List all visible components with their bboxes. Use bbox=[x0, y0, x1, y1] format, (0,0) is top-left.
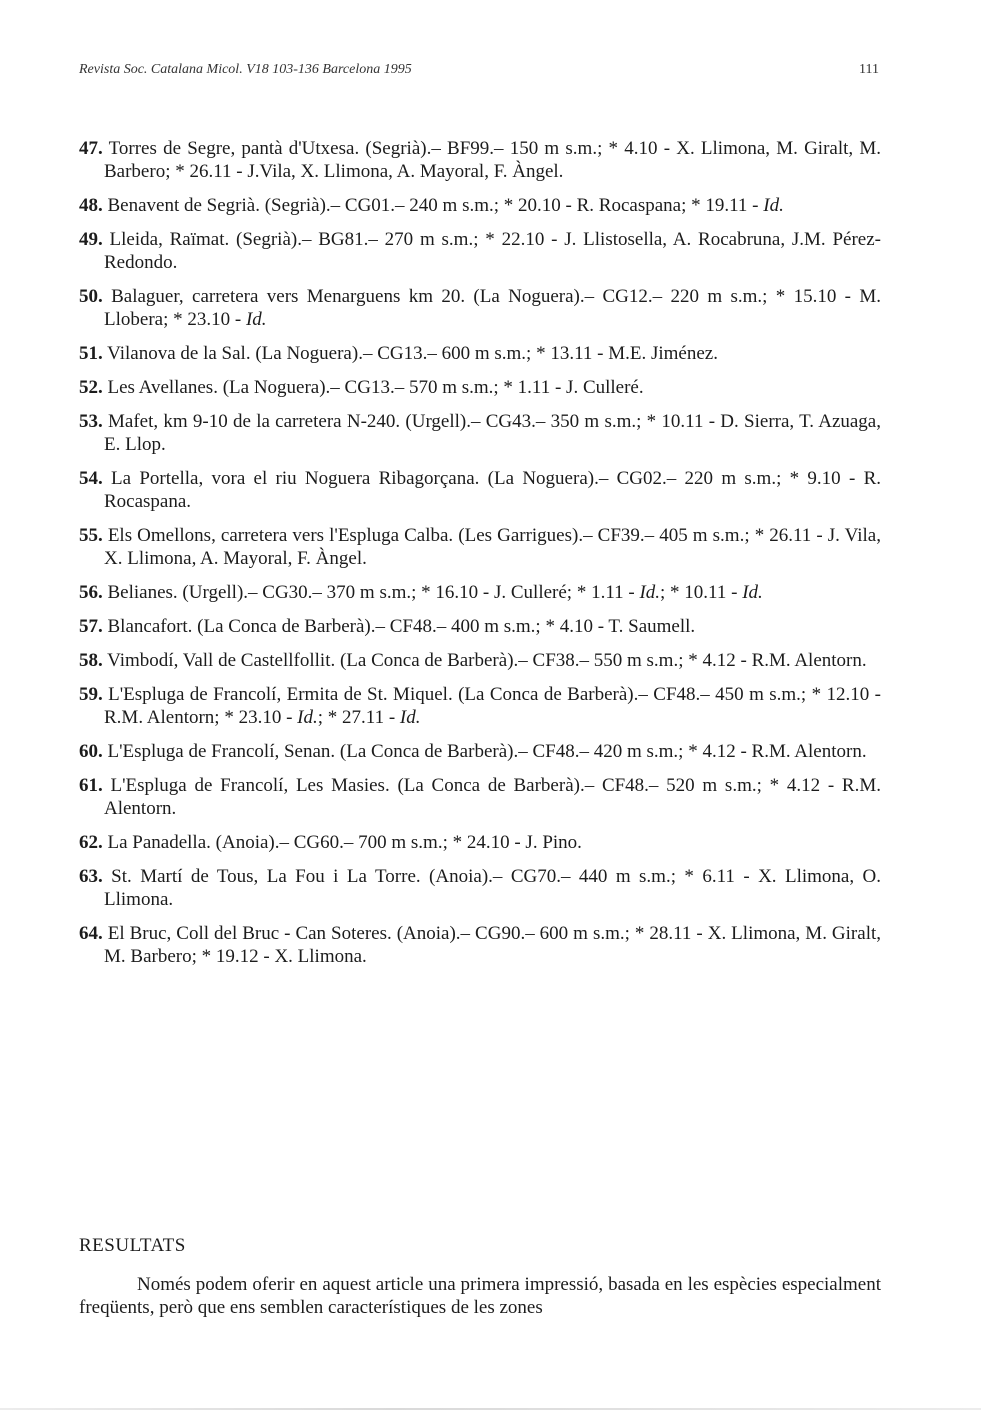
entry-number: 57. bbox=[79, 616, 103, 637]
list-item bbox=[79, 194, 881, 217]
entry-text: Mafet, km 9-10 de la carretera N-240. (Urgell).– CG43.– 350 m s.m.; * 10.11 - D. Sierra, T. Azuaga, E. Llop. bbox=[102, 411, 881, 455]
entry-text: El Bruc, Coll del Bruc - Can Soteres. (Anoia).– CG90.– 600 m s.m.; * 28.11 - X. Llimona, M. Giralt, M. Barbero; * 19.12 - X. Llimona. bbox=[102, 923, 881, 967]
entry-number: 56. bbox=[79, 582, 103, 603]
entry-text: Belianes. (Urgell).– CG30.– 370 m s.m.; * 16.10 - J. Culleré; * 1.11 - Id.; * 10.11 - Id. bbox=[102, 582, 763, 603]
entry-number: 52. bbox=[79, 377, 103, 398]
entry-text: L'Espluga de Francolí, Les Masies. (La Conca de Barberà).– CF48.– 520 m s.m.; * 4.12 - R.M. Alentorn. bbox=[102, 775, 881, 819]
entry-number: 64. bbox=[79, 923, 103, 944]
entry-text: Balaguer, carretera vers Menarguens km 20. (La Noguera).– CG12.– 220 m s.m.; * 15.10 - M. Llobera; * 23.10 - Id. bbox=[102, 286, 881, 330]
list-item bbox=[79, 615, 881, 638]
entry-text: Vimbodí, Vall de Castellfollit. (La Conca de Barberà).– CF38.– 550 m s.m.; * 4.12 - R.M. Alentorn. bbox=[102, 650, 867, 671]
journal-citation: Revista Soc. Catalana Micol. V18 103-136 Barcelona 1995 bbox=[79, 62, 412, 77]
entry-number: 61. bbox=[79, 775, 103, 796]
entry-text: L'Espluga de Francolí, Ermita de St. Miquel. (La Conca de Barberà).– CF48.– 450 m s.m.; * 12.10 - R.M. Alentorn; * 23.10 - Id.; * 27.11 - Id. bbox=[102, 684, 881, 728]
entry-number: 58. bbox=[79, 650, 103, 671]
list-item bbox=[79, 228, 881, 274]
entry-number: 55. bbox=[79, 525, 103, 546]
list-item bbox=[79, 137, 881, 183]
list-item bbox=[79, 467, 881, 513]
entry-text: St. Martí de Tous, La Fou i La Torre. (Anoia).– CG70.– 440 m s.m.; * 6.11 - X. Llimona, O. Llimona. bbox=[102, 866, 881, 910]
entry-text: Benavent de Segrià. (Segrià).– CG01.– 240 m s.m.; * 20.10 - R. Rocaspana; * 19.11 - Id. bbox=[102, 195, 784, 216]
list-item bbox=[79, 922, 881, 968]
entry-number: 50. bbox=[79, 286, 103, 307]
entry-text: Torres de Segre, pantà d'Utxesa. (Segrià).– BF99.– 150 m s.m.; * 4.10 - X. Llimona, M. Giralt, M. Barbero; * 26.11 - J.Vila, X. Llimona, A. Mayoral, F. Àngel. bbox=[102, 138, 881, 182]
list-item bbox=[79, 740, 881, 763]
entry-number: 62. bbox=[79, 832, 103, 853]
list-item bbox=[79, 649, 881, 672]
page-number: 111 bbox=[859, 62, 879, 77]
list-item bbox=[79, 683, 881, 729]
entry-number: 47. bbox=[79, 138, 103, 159]
list-item bbox=[79, 581, 881, 604]
entry-number: 54. bbox=[79, 468, 103, 489]
list-item bbox=[79, 410, 881, 456]
entry-text: Vilanova de la Sal. (La Noguera).– CG13.– 600 m s.m.; * 13.11 - M.E. Jiménez. bbox=[102, 343, 718, 364]
entry-text: La Portella, vora el riu Noguera Ribagorçana. (La Noguera).– CG02.– 220 m s.m.; * 9.10 - R. Rocaspana. bbox=[102, 468, 881, 512]
entry-text: Les Avellanes. (La Noguera).– CG13.– 570 m s.m.; * 1.11 - J. Culleré. bbox=[102, 377, 644, 398]
running-header bbox=[79, 62, 879, 78]
list-item bbox=[79, 774, 881, 820]
entry-text: La Panadella. (Anoia).– CG60.– 700 m s.m.; * 24.10 - J. Pino. bbox=[102, 832, 582, 853]
list-item bbox=[79, 285, 881, 331]
entry-number: 49. bbox=[79, 229, 103, 250]
list-item bbox=[79, 376, 881, 399]
body-paragraph: Només podem oferir en aquest article una primera impressió, basada en les espècies especialment freqüents, però que ens semblen característiques de les zones bbox=[79, 1274, 881, 1318]
entry-number: 48. bbox=[79, 195, 103, 216]
list-item bbox=[79, 865, 881, 911]
list-item bbox=[79, 342, 881, 365]
section-heading: RESULTATS bbox=[79, 1235, 186, 1256]
entry-text: L'Espluga de Francolí, Senan. (La Conca de Barberà).– CF48.– 420 m s.m.; * 4.12 - R.M. Alentorn. bbox=[102, 741, 867, 762]
scan-edge-line bbox=[0, 1408, 981, 1410]
entry-text: Els Omellons, carretera vers l'Espluga Calba. (Les Garrigues).– CF39.– 405 m s.m.; * 26.11 - J. Vila, X. Llimona, A. Mayoral, F. Àngel. bbox=[102, 525, 881, 569]
entry-text: Lleida, Raïmat. (Segrià).– BG81.– 270 m s.m.; * 22.10 - J. Llistosella, A. Rocabruna, J.M. Pérez-Redondo. bbox=[102, 229, 881, 273]
locality-list bbox=[79, 137, 881, 979]
entry-number: 53. bbox=[79, 411, 103, 432]
entry-number: 63. bbox=[79, 866, 103, 887]
entry-number: 51. bbox=[79, 343, 103, 364]
list-item bbox=[79, 831, 881, 854]
entry-number: 59. bbox=[79, 684, 103, 705]
list-item bbox=[79, 524, 881, 570]
entry-text: Blancafort. (La Conca de Barberà).– CF48.– 400 m s.m.; * 4.10 - T. Saumell. bbox=[102, 616, 696, 637]
entry-number: 60. bbox=[79, 741, 103, 762]
